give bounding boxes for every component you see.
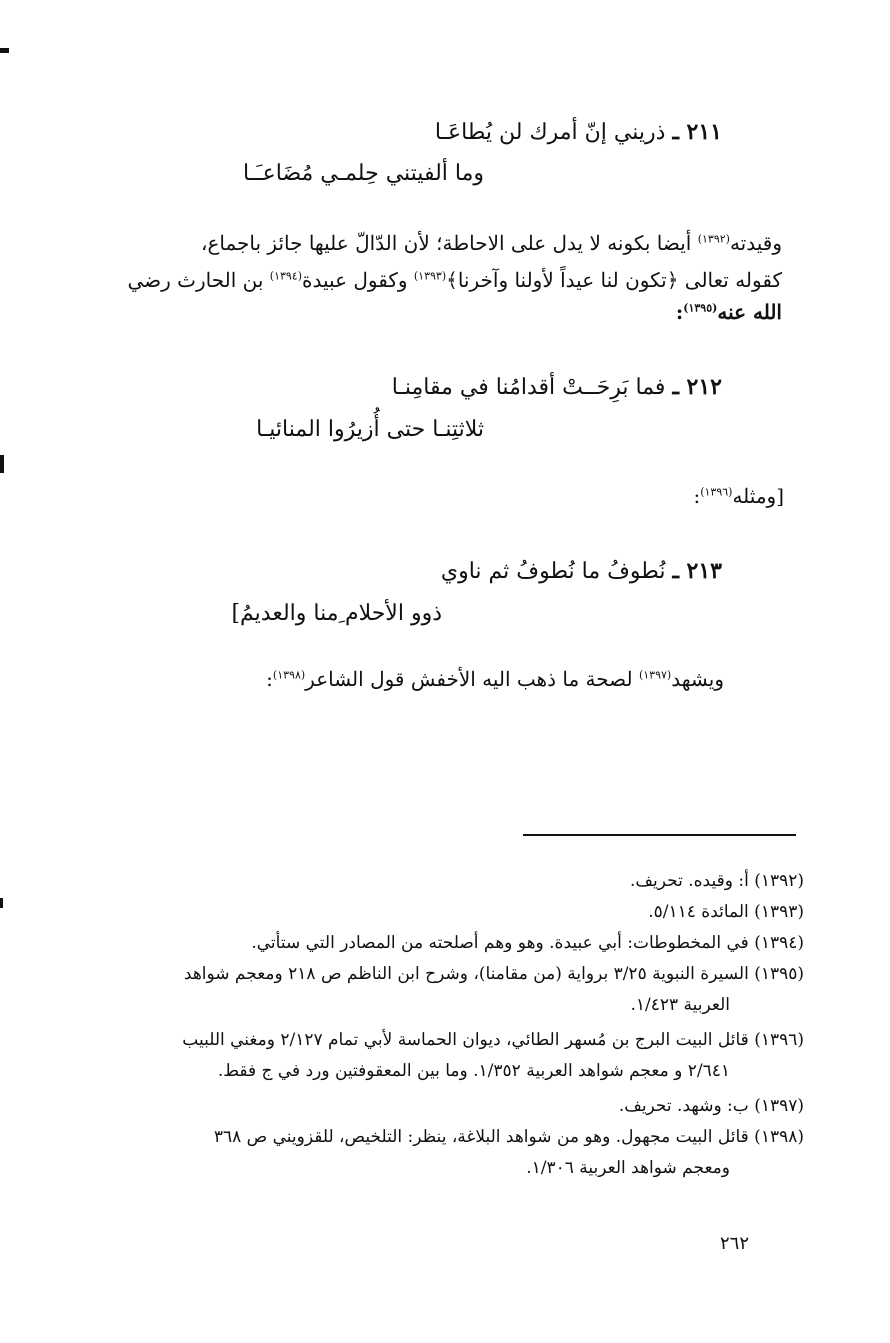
text-run: ويشهد bbox=[671, 667, 724, 691]
footnote-ref: (١٣٩٤) bbox=[269, 269, 303, 283]
text-run: وكقول عبيدة bbox=[302, 268, 414, 292]
verse-text: نُطوفُ ما نُطوفُ ثم ناوي bbox=[440, 559, 666, 584]
verse-text: ذريني إنّ أمرك لن يُطاعَـا bbox=[434, 120, 666, 145]
footnote-1396: (١٣٩٦) قائل البيت البرج بن مُسهر الطائي، ديوان الحماسة لأبي تمام ٢/١٢٧ ومغني اللبيب bbox=[182, 1030, 804, 1050]
scan-edge-mark-top bbox=[0, 48, 9, 53]
footnote-ref: (١٣٩٥) bbox=[683, 301, 718, 315]
text-run: أيضا بكونه لا يدل على الاحاطة؛ لأن الدّالّ عليها جائز باجماع، bbox=[200, 231, 698, 255]
verse-211-second-hemistich bbox=[243, 160, 484, 188]
verse-text: ذوو الأحلام ِمنا والعديمُ] bbox=[231, 601, 442, 626]
verse-text: وما ألفيتني حِلمـي مُضَاعـَـا bbox=[243, 161, 484, 186]
verse-212-first-hemistich bbox=[392, 373, 722, 402]
footnote-1394: (١٣٩٤) في المخطوطات: أبي عبيدة. وهو وهم أصلحته من المصادر التي ستأتي. bbox=[251, 933, 804, 953]
footnote-ref: (١٣٩٧) bbox=[638, 668, 672, 682]
text-run: لصحة ما ذهب اليه الأخفش قول الشاعر bbox=[305, 667, 639, 691]
paragraph-3 bbox=[266, 665, 724, 693]
page-number: ٢٦٢ bbox=[720, 1233, 750, 1254]
text-run: وقيدته bbox=[729, 231, 782, 255]
footnote-1398-continuation: ومعجم شواهد العربية ١/٣٠٦. bbox=[526, 1158, 730, 1178]
text-run: [ومثله bbox=[732, 484, 784, 508]
verse-number: ٢١١ ـ bbox=[672, 119, 722, 145]
verse-212-second-hemistich bbox=[256, 416, 484, 444]
verse-text: ثلاثتِنـا حتى أُزيرُوا المنائيـا bbox=[256, 417, 484, 442]
text-run: : bbox=[693, 484, 701, 508]
text-run: : bbox=[675, 300, 684, 324]
footnote-ref: (١٣٩٢) bbox=[697, 232, 730, 246]
footnote-ref: (١٣٩٣) bbox=[413, 269, 447, 283]
paragraph-2 bbox=[693, 482, 784, 510]
scan-edge-mark-lower bbox=[0, 898, 3, 908]
verse-number: ٢١٢ ـ bbox=[672, 374, 722, 400]
text-run: كقوله تعالى ﴿تكون لنا عيداً لأولنا وآخرنا﴾ bbox=[446, 268, 782, 292]
paragraph-1-line-2 bbox=[127, 266, 782, 294]
verse-number: ٢١٣ ـ bbox=[672, 558, 722, 584]
footnote-1398: (١٣٩٨) قائل البيت مجهول. وهو من شواهد البلاغة، ينظر: التلخيص، للقزويني ص ٣٦٨ bbox=[213, 1127, 804, 1147]
footnote-1395: (١٣٩٥) السيرة النبوية ٣/٢٥ برواية (من مقامنا)، وشرح ابن الناظم ص ٢١٨ ومعجم شواهد bbox=[183, 964, 804, 984]
footnote-1397: (١٣٩٧) ب: وشهد. تحريف. bbox=[618, 1096, 804, 1116]
verse-text: فما بَرِحَــتْ أقدامُنا في مقامِنـا bbox=[391, 375, 666, 400]
paragraph-1-line-1 bbox=[201, 229, 782, 257]
footnote-1392: (١٣٩٢) أ: وقيده. تحريف. bbox=[630, 871, 804, 891]
footnote-separator bbox=[523, 834, 796, 836]
text-run: الله عنه bbox=[717, 300, 782, 324]
verse-213-second-hemistich bbox=[231, 600, 442, 628]
scan-edge-mark-middle bbox=[0, 455, 4, 473]
footnote-1395-continuation: العربية ١/٤٢٣. bbox=[630, 995, 730, 1015]
text-run: بن الحارث رضي bbox=[127, 268, 270, 292]
verse-211-first-hemistich bbox=[435, 118, 722, 147]
verse-213-first-hemistich bbox=[441, 557, 722, 586]
footnote-ref: (١٣٩٨) bbox=[272, 668, 306, 682]
footnote-1396-continuation: ٢/٦٤١ و معجم شواهد العربية ١/٣٥٢. وما بين المعقوفتين ورد في ج فقط. bbox=[217, 1061, 730, 1081]
text-run: : bbox=[266, 667, 273, 691]
footnote-1393: (١٣٩٣) المائدة ٥/١١٤. bbox=[648, 902, 804, 922]
footnote-ref: (١٣٩٦) bbox=[700, 485, 733, 499]
paragraph-1-line-3 bbox=[676, 298, 782, 326]
